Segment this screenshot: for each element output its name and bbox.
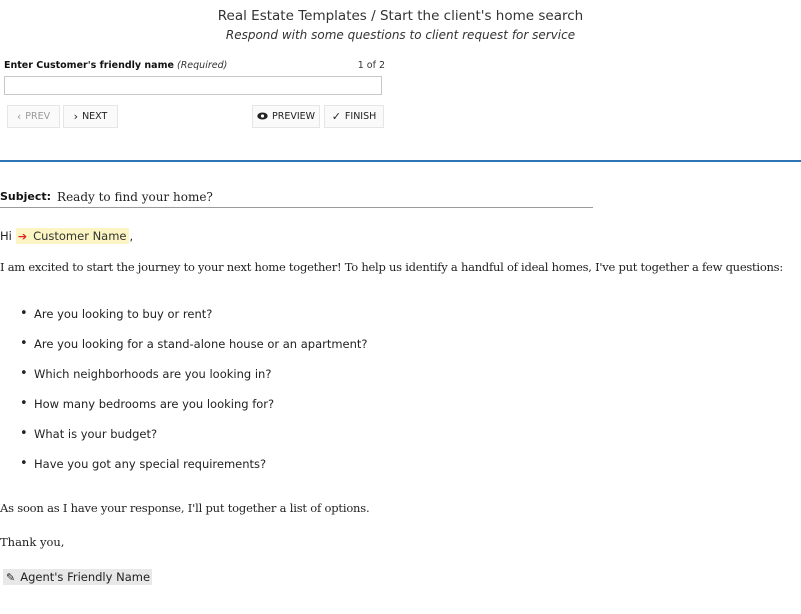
customer-name-placeholder-label: Customer Name (33, 229, 127, 243)
section-divider (0, 160, 801, 162)
prev-button[interactable] (7, 105, 60, 128)
required-note: (Required) (176, 60, 228, 71)
list-item: • Which neighborhoods are you looking in? (0, 364, 368, 394)
checkmark-icon: ✓ (331, 110, 341, 123)
customer-name-input[interactable] (4, 76, 382, 95)
subject-value: Ready to find your home? (57, 189, 213, 204)
list-item: • What is your budget? (0, 424, 368, 454)
chevron-left-icon: ‹ (16, 110, 22, 123)
arrow-right-icon: ➔ (17, 229, 28, 243)
eye-icon (257, 111, 268, 122)
step-counter: 1 of 2 (357, 60, 385, 71)
greeting-suffix: , (129, 229, 134, 243)
pencil-icon: ✎ (6, 570, 16, 584)
chevron-right-icon: › (73, 110, 79, 123)
list-item: • Are you looking to buy or rent? (0, 304, 368, 334)
list-item: • Are you looking for a stand-alone house or an apartment? (0, 334, 368, 364)
prev-button-label: PREV (25, 111, 51, 122)
agent-name-placeholder[interactable] (3, 569, 152, 585)
page-header (0, 6, 801, 44)
subject-label: Subject: (0, 190, 52, 203)
greeting-line (0, 228, 133, 244)
preview-button[interactable] (252, 105, 320, 128)
finish-button[interactable] (324, 105, 384, 128)
preview-button-label: PREVIEW (271, 111, 316, 122)
greeting-prefix: Hi (0, 229, 12, 243)
field-label-row (4, 60, 385, 71)
subject-line (0, 186, 593, 208)
signoff: Thank you, (0, 535, 65, 549)
customer-name-placeholder[interactable] (16, 228, 129, 244)
list-item: • How many bedrooms are you looking for? (0, 394, 368, 424)
question-list (0, 304, 368, 484)
list-item: • Have you got any special requirements? (0, 454, 368, 484)
page-subtitle: Respond with some questions to client request for service (225, 28, 576, 42)
closing-paragraph: As soon as I have your response, I'll put together a list of options. (0, 501, 370, 515)
next-button-label: NEXT (82, 111, 108, 122)
finish-button-label: FINISH (344, 111, 377, 122)
next-button[interactable] (63, 105, 118, 128)
agent-name-placeholder-label: Agent's Friendly Name (20, 570, 151, 584)
field-label: Enter Customer's friendly name (4, 60, 174, 71)
intro-paragraph: I am excited to start the journey to your next home together! To help us identify a handful of ideal homes, I've put together a few questions: (0, 260, 783, 274)
page-title: Real Estate Templates / Start the client's home search (217, 8, 584, 24)
